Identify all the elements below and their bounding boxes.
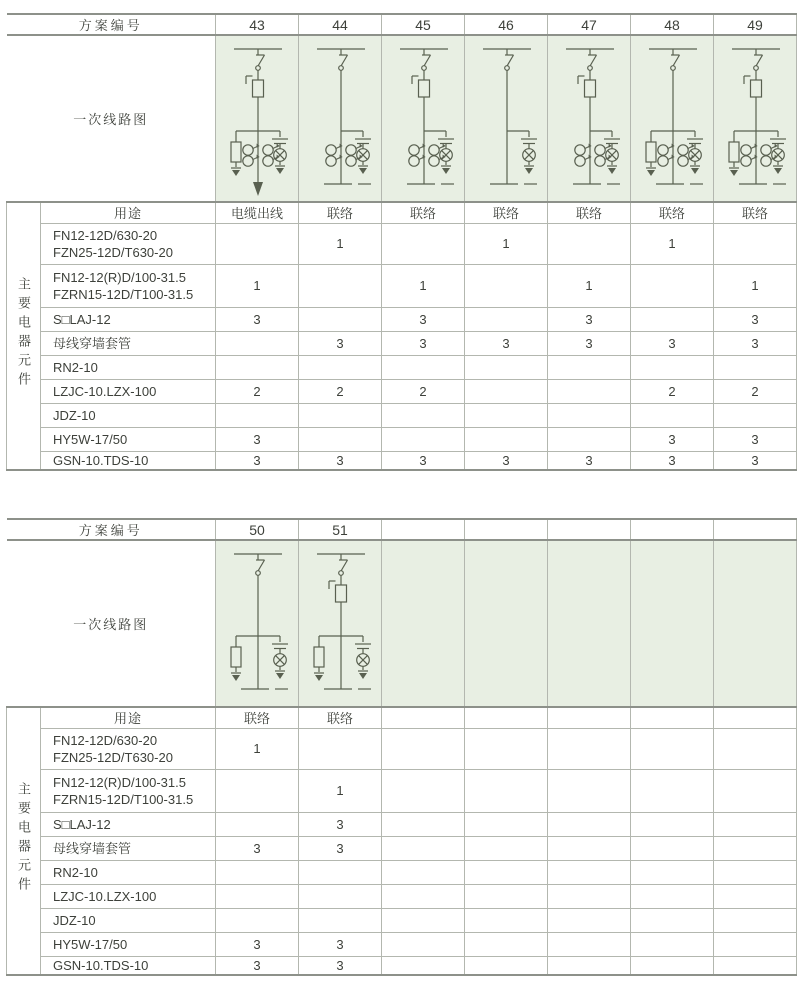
load-switch-symbol: [256, 55, 265, 70]
load-switch-symbol: [505, 55, 514, 70]
component-count-cell: [714, 860, 797, 884]
scheme-use: [465, 707, 548, 728]
component-count-cell: 3: [216, 307, 299, 331]
component-count-cell: [465, 355, 548, 379]
use-header: 用途: [41, 707, 216, 728]
component-name-line: GSN-10.TDS-10: [53, 452, 149, 468]
component-count-cell: [631, 836, 714, 860]
component-count-cell: 3: [714, 331, 797, 355]
component-count-cell: [714, 884, 797, 908]
component-count-cell: [714, 812, 797, 836]
component-count-cell: [465, 956, 548, 975]
component-count-cell: [382, 908, 465, 932]
component-name-line: FN12-12(R)D/100-31.5: [53, 269, 186, 285]
scheme-number: 47: [548, 14, 631, 35]
component-count-cell: 1: [299, 223, 382, 264]
load-switch-symbol: [422, 55, 431, 70]
component-count-cell: 3: [548, 307, 631, 331]
component-name: [41, 223, 216, 264]
main-components-vertical-label: [7, 202, 41, 470]
top-bus: [317, 49, 365, 55]
component-count-cell: [631, 264, 714, 307]
one-line-diagram-cell: [382, 35, 465, 202]
one-line-diagram: [299, 36, 381, 201]
component-count-cell: 3: [299, 932, 382, 956]
scheme-number: [548, 519, 631, 540]
component-count-cell: [714, 932, 797, 956]
component-count-cell: [382, 355, 465, 379]
cable-arrow: [253, 131, 263, 196]
component-name-line: FN12-12(R)D/100-31.5: [53, 774, 186, 790]
main-components-text: 主要电器元件: [16, 277, 31, 392]
component-count-cell: 1: [465, 223, 548, 264]
component-count-cell: [382, 956, 465, 975]
component-count-cell: 2: [299, 379, 382, 403]
arrester-symbol: [231, 131, 241, 176]
component-count-cell: [382, 403, 465, 427]
scheme-use: [548, 707, 631, 728]
component-name: [41, 403, 216, 427]
component-count-cell: [465, 379, 548, 403]
component-count-cell: 2: [216, 379, 299, 403]
component-count-cell: [382, 932, 465, 956]
fuse-symbol: [744, 70, 762, 131]
component-count-cell: [714, 403, 797, 427]
scheme-number: [631, 519, 714, 540]
component-count-cell: [465, 728, 548, 769]
arrester-symbol: [314, 636, 324, 681]
component-count-cell: 3: [216, 956, 299, 975]
arrester-symbol: [729, 131, 739, 176]
scheme-number: 50: [216, 519, 299, 540]
lamp-symbol: [521, 131, 537, 174]
component-name-line: FZRN15-12D/T100-31.5: [53, 286, 194, 302]
one-line-diagram-cell: [299, 35, 382, 202]
component-count-cell: [548, 427, 631, 451]
component-count-cell: [216, 355, 299, 379]
component-count-cell: [216, 884, 299, 908]
component-count-cell: 1: [216, 728, 299, 769]
component-name: [41, 836, 216, 860]
component-count-cell: 3: [299, 836, 382, 860]
component-name: [41, 355, 216, 379]
one-line-diagram: [714, 36, 796, 201]
component-count-cell: [465, 264, 548, 307]
component-count-cell: 3: [465, 331, 548, 355]
component-count-cell: 2: [382, 379, 465, 403]
component-count-cell: [631, 728, 714, 769]
one-line-diagram: [631, 36, 713, 201]
component-count-cell: [548, 403, 631, 427]
component-count-cell: 3: [216, 836, 299, 860]
main-components-text: 主要电器元件: [16, 782, 31, 897]
component-name-line: RN2-10: [53, 359, 98, 375]
component-count-cell: [548, 728, 631, 769]
load-switch-symbol: [754, 55, 763, 70]
use-header: 用途: [41, 202, 216, 223]
component-name: [41, 379, 216, 403]
arrester-symbol: [646, 131, 656, 176]
component-count-cell: [382, 728, 465, 769]
component-count-cell: 3: [714, 451, 797, 470]
main-components-vertical-label: [7, 707, 41, 975]
component-count-cell: [465, 427, 548, 451]
component-name: [41, 264, 216, 307]
scheme-use: 联络: [216, 707, 299, 728]
fuse-symbol: [412, 70, 430, 131]
component-count-cell: [548, 908, 631, 932]
load-switch-symbol: [256, 560, 265, 575]
component-count-cell: 3: [465, 451, 548, 470]
top-bus: [400, 49, 448, 55]
one-line-diagram: [216, 36, 298, 201]
load-switch-symbol: [588, 55, 597, 70]
component-count-cell: [714, 355, 797, 379]
component-count-cell: [216, 331, 299, 355]
scheme-use: 联络: [382, 202, 465, 223]
component-count-cell: [465, 908, 548, 932]
scheme-number: 44: [299, 14, 382, 35]
one-line-diagram: [382, 36, 464, 201]
one-line-diagram-cell: [465, 540, 548, 707]
component-count-cell: [548, 812, 631, 836]
fuse-symbol: [246, 70, 264, 131]
component-count-cell: [299, 307, 382, 331]
component-count-cell: [465, 812, 548, 836]
component-count-cell: [714, 908, 797, 932]
component-count-cell: [548, 932, 631, 956]
component-count-cell: [631, 812, 714, 836]
component-name-line: FN12-12D/630-20: [53, 227, 158, 243]
component-name: [41, 451, 216, 470]
component-count-cell: 2: [714, 379, 797, 403]
scheme-number: [465, 519, 548, 540]
component-name-line: 母线穿墙套管: [53, 335, 132, 351]
component-name-line: FZRN15-12D/T100-31.5: [53, 791, 194, 807]
component-count-cell: 3: [631, 331, 714, 355]
component-count-cell: [216, 908, 299, 932]
fuse-symbol: [578, 70, 596, 131]
component-count-cell: [216, 769, 299, 812]
component-count-cell: [465, 769, 548, 812]
component-name-line: RN2-10: [53, 864, 98, 880]
component-name-line: LZJC-10.LZX-100: [53, 383, 157, 399]
scheme-number: 46: [465, 14, 548, 35]
component-count-cell: 2: [631, 379, 714, 403]
one-line-diagram-cell: [216, 35, 299, 202]
component-count-cell: [465, 403, 548, 427]
top-bus: [649, 49, 697, 55]
lamp-symbol: [438, 131, 454, 174]
component-count-cell: [465, 307, 548, 331]
component-name-line: HY5W-17/50: [53, 936, 128, 952]
component-count-cell: [631, 908, 714, 932]
component-name-line: JDZ-10: [53, 407, 96, 423]
component-count-cell: 3: [299, 956, 382, 975]
scheme-use: [382, 707, 465, 728]
one-line-diagram-cell: [714, 540, 797, 707]
component-count-cell: [548, 355, 631, 379]
component-name-line: S□LAJ-12: [53, 816, 111, 832]
component-name: [41, 728, 216, 769]
scheme-table-43-49: [6, 13, 797, 471]
scheme-use: 联络: [465, 202, 548, 223]
scheme-use: 联络: [299, 707, 382, 728]
scheme-number: 48: [631, 14, 714, 35]
component-count-cell: 3: [714, 427, 797, 451]
one-line-diagram: [548, 36, 630, 201]
component-name: [41, 769, 216, 812]
one-line-diagram-cell: [548, 35, 631, 202]
component-name: [41, 860, 216, 884]
load-switch-symbol: [339, 55, 348, 70]
scheme-table-50-51: [6, 518, 797, 976]
one-line-diagram-cell: [631, 35, 714, 202]
component-count-cell: [631, 956, 714, 975]
component-name-line: S□LAJ-12: [53, 311, 111, 327]
scheme-number-header: 方案编号: [7, 14, 216, 35]
lamp-symbol: [355, 636, 371, 679]
component-count-cell: [299, 728, 382, 769]
component-name-line: LZJC-10.LZX-100: [53, 888, 157, 904]
top-bus: [566, 49, 614, 55]
one-line-diagram: [216, 541, 298, 706]
component-name: [41, 307, 216, 331]
component-count-cell: 3: [548, 331, 631, 355]
scheme-use: 联络: [548, 202, 631, 223]
component-count-cell: 3: [216, 427, 299, 451]
component-count-cell: 3: [299, 812, 382, 836]
component-count-cell: 3: [216, 451, 299, 470]
one-line-diagram-cell: [216, 540, 299, 707]
component-count-cell: [631, 307, 714, 331]
arrester-symbol: [231, 636, 241, 681]
scheme-number: 49: [714, 14, 797, 35]
component-name: [41, 884, 216, 908]
load-switch-symbol: [671, 55, 680, 70]
scheme-use: [714, 707, 797, 728]
one-line-diagram: [465, 36, 547, 201]
scheme-use: 联络: [714, 202, 797, 223]
component-count-cell: 3: [299, 451, 382, 470]
component-count-cell: [548, 956, 631, 975]
top-bus: [732, 49, 780, 55]
one-line-diagram-cell: [548, 540, 631, 707]
primary-diagram-label: 一次线路图: [7, 35, 216, 202]
component-name-line: FZN25-12D/T630-20: [53, 244, 173, 260]
component-count-cell: 3: [382, 307, 465, 331]
one-line-diagram-cell: [465, 35, 548, 202]
primary-diagram-label: 一次线路图: [7, 540, 216, 707]
component-count-cell: [382, 427, 465, 451]
component-count-cell: [465, 884, 548, 908]
component-count-cell: 3: [631, 427, 714, 451]
scheme-number: 45: [382, 14, 465, 35]
scheme-number-header: 方案编号: [7, 519, 216, 540]
component-count-cell: 1: [382, 264, 465, 307]
component-count-cell: [548, 884, 631, 908]
component-count-cell: [714, 956, 797, 975]
lamp-symbol: [272, 636, 288, 679]
component-count-cell: [631, 355, 714, 379]
scheme-use: 电缆出线: [216, 202, 299, 223]
top-bus: [483, 49, 531, 55]
component-count-cell: [714, 223, 797, 264]
lamp-symbol: [272, 131, 288, 174]
component-count-cell: [465, 860, 548, 884]
component-count-cell: [465, 836, 548, 860]
component-count-cell: [631, 860, 714, 884]
component-count-cell: 3: [548, 451, 631, 470]
component-count-cell: [299, 884, 382, 908]
component-count-cell: 1: [714, 264, 797, 307]
scheme-use: 联络: [631, 202, 714, 223]
component-count-cell: 1: [548, 264, 631, 307]
component-name-line: FN12-12D/630-20: [53, 732, 158, 748]
top-bus: [317, 554, 365, 560]
one-line-diagram-cell: [299, 540, 382, 707]
component-name: [41, 427, 216, 451]
scheme-use: [631, 707, 714, 728]
component-count-cell: [714, 728, 797, 769]
component-count-cell: 1: [299, 769, 382, 812]
component-count-cell: [548, 769, 631, 812]
component-count-cell: [299, 908, 382, 932]
one-line-diagram-cell: [382, 540, 465, 707]
top-bus: [234, 554, 282, 560]
component-count-cell: [548, 860, 631, 884]
lamp-symbol: [770, 131, 786, 174]
lamp-symbol: [687, 131, 703, 174]
component-count-cell: [382, 812, 465, 836]
component-count-cell: [631, 769, 714, 812]
component-count-cell: [714, 769, 797, 812]
component-name-line: FZN25-12D/T630-20: [53, 749, 173, 765]
component-name-line: HY5W-17/50: [53, 431, 128, 447]
component-count-cell: [382, 223, 465, 264]
scheme-number: 51: [299, 519, 382, 540]
component-name: [41, 331, 216, 355]
component-count-cell: [382, 769, 465, 812]
component-count-cell: 3: [382, 451, 465, 470]
component-count-cell: 3: [216, 932, 299, 956]
component-count-cell: 3: [382, 331, 465, 355]
component-count-cell: 1: [631, 223, 714, 264]
component-count-cell: [714, 836, 797, 860]
fuse-symbol: [329, 575, 347, 636]
component-count-cell: [216, 403, 299, 427]
component-count-cell: [631, 403, 714, 427]
component-count-cell: 3: [631, 451, 714, 470]
component-count-cell: [299, 355, 382, 379]
component-name: [41, 908, 216, 932]
component-count-cell: [299, 427, 382, 451]
component-name: [41, 812, 216, 836]
one-line-diagram: [299, 541, 381, 706]
scheme-number: 43: [216, 14, 299, 35]
component-count-cell: [216, 860, 299, 884]
component-name-line: 母线穿墙套管: [53, 840, 132, 856]
component-name: [41, 956, 216, 975]
component-count-cell: 3: [714, 307, 797, 331]
component-name-line: JDZ-10: [53, 912, 96, 928]
component-count-cell: [216, 812, 299, 836]
lamp-symbol: [604, 131, 620, 174]
component-count-cell: 3: [299, 331, 382, 355]
component-count-cell: [299, 403, 382, 427]
component-count-cell: [631, 884, 714, 908]
top-bus: [234, 49, 282, 55]
component-count-cell: [382, 836, 465, 860]
component-name-line: GSN-10.TDS-10: [53, 957, 149, 973]
one-line-diagram-cell: [631, 540, 714, 707]
scheme-use: 联络: [299, 202, 382, 223]
component-count-cell: [299, 264, 382, 307]
component-count-cell: [465, 932, 548, 956]
lamp-symbol: [355, 131, 371, 174]
component-count-cell: [299, 860, 382, 884]
component-count-cell: [382, 884, 465, 908]
component-count-cell: [548, 836, 631, 860]
scheme-number: [382, 519, 465, 540]
component-count-cell: [631, 932, 714, 956]
scheme-number: [714, 519, 797, 540]
component-name: [41, 932, 216, 956]
one-line-diagram-cell: [714, 35, 797, 202]
component-count-cell: [382, 860, 465, 884]
load-switch-symbol: [339, 560, 348, 575]
component-count-cell: [548, 223, 631, 264]
component-count-cell: [548, 379, 631, 403]
component-count-cell: 1: [216, 264, 299, 307]
component-count-cell: [216, 223, 299, 264]
